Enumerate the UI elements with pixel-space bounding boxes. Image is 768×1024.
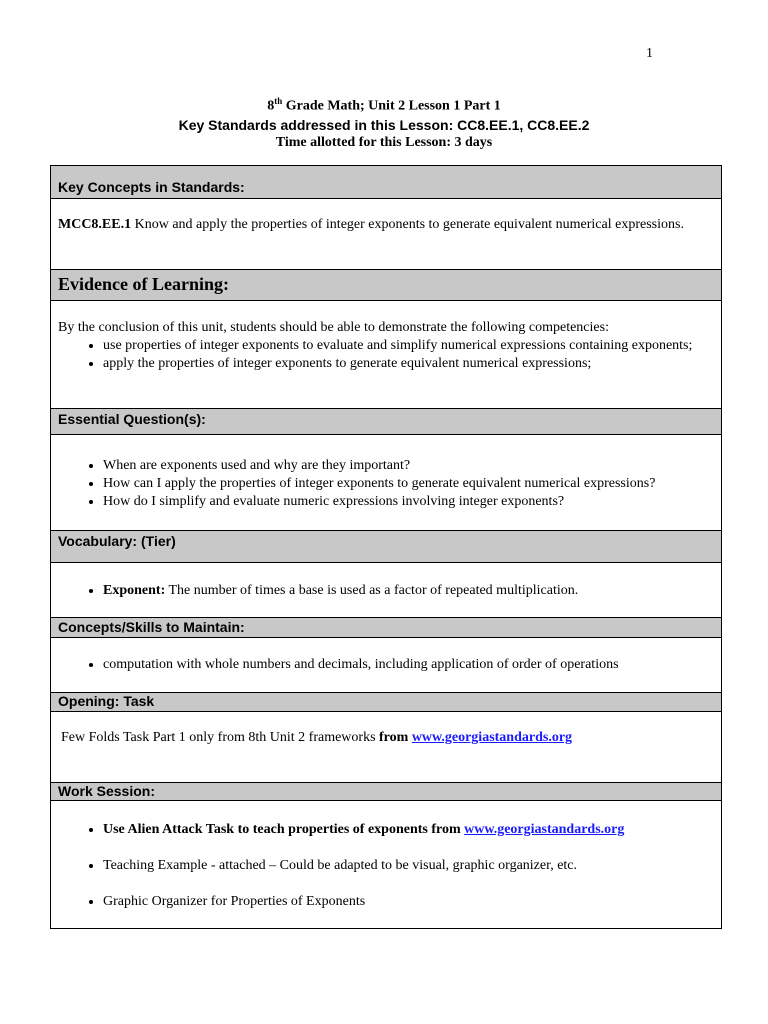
key-concepts-header xyxy=(51,166,721,199)
concepts-skills-title: Concepts/Skills to Maintain: xyxy=(58,619,245,635)
list-item: • How can I apply the properties of integer exponents to generate equivalent numerical expressions? xyxy=(103,475,707,493)
list-item: • Graphic Organizer for Properties of Exponents xyxy=(103,893,707,911)
essential-questions-body xyxy=(51,435,721,531)
vocabulary-title: Vocabulary: (Tier) xyxy=(58,533,176,549)
page-number: 1 xyxy=(646,46,653,61)
georgiastandards-link[interactable]: www.georgiastandards.org xyxy=(464,822,625,837)
concepts-skills-list xyxy=(58,656,707,674)
evidence-body xyxy=(51,301,721,409)
opening-task-header xyxy=(51,693,721,712)
vocabulary-body xyxy=(51,563,721,618)
key-concepts-text: MCC8.EE.1 Know and apply the properties of integer exponents to generate equivalent numerical expressions. xyxy=(58,217,684,232)
concepts-skills-body xyxy=(51,638,721,693)
list-item: • How do I simplify and evaluate numeric expressions involving integer exponents? xyxy=(103,493,707,511)
work-session-title: Work Session: xyxy=(58,783,155,799)
list-item: • use properties of integer exponents to evaluate and simplify numerical expressions containing exponents; xyxy=(103,337,707,355)
opening-task-body xyxy=(51,712,721,783)
evidence-list xyxy=(58,337,707,373)
lesson-table xyxy=(50,165,722,929)
opening-task-text: Few Folds Task Part 1 only from 8th Unit 2 frameworks from www.georgiastandards.org xyxy=(61,730,573,745)
key-concepts-body xyxy=(51,199,721,270)
list-item: • computation with whole numbers and decimals, including application of order of operations xyxy=(103,656,707,674)
essential-questions-header xyxy=(51,409,721,435)
vocabulary-list xyxy=(58,582,707,600)
list-item: • Teaching Example - attached – Could be adapted to be visual, graphic organizer, etc. xyxy=(103,857,707,875)
key-concepts-title: Key Concepts in Standards: xyxy=(58,179,245,195)
document-header xyxy=(0,92,768,152)
list-item: • apply the properties of integer exponents to generate equivalent numerical expressions; xyxy=(103,355,707,373)
opening-task-title: Opening: Task xyxy=(58,693,155,709)
evidence-intro: By the conclusion of this unit, students should be able to demonstrate the following competencies: xyxy=(58,320,609,335)
work-session-list xyxy=(58,821,707,911)
list-item: • When are exponents used and why are they important? xyxy=(103,457,707,475)
list-item: • Exponent: The number of times a base is used as a factor of repeated multiplication. xyxy=(103,582,707,600)
vocabulary-header xyxy=(51,531,721,563)
essential-questions-title: Essential Question(s): xyxy=(58,411,206,427)
header-line-3: Time allotted for this Lesson: 3 days xyxy=(275,134,493,150)
evidence-header xyxy=(51,270,721,301)
header-line-1: 8th Grade Math; Unit 2 Lesson 1 Part 1 xyxy=(267,96,501,114)
evidence-title: Evidence of Learning: xyxy=(58,274,229,294)
header-line-2: Key Standards addressed in this Lesson: CC8.EE.1, CC8.EE.2 xyxy=(178,116,590,133)
concepts-skills-header xyxy=(51,618,721,638)
georgiastandards-link[interactable]: www.georgiastandards.org xyxy=(411,730,573,745)
essential-questions-list xyxy=(58,457,707,511)
work-session-body xyxy=(51,801,721,928)
list-item: • Use Alien Attack Task to teach properties of exponents from www.georgiastandards.org xyxy=(103,821,707,839)
work-session-header xyxy=(51,783,721,801)
